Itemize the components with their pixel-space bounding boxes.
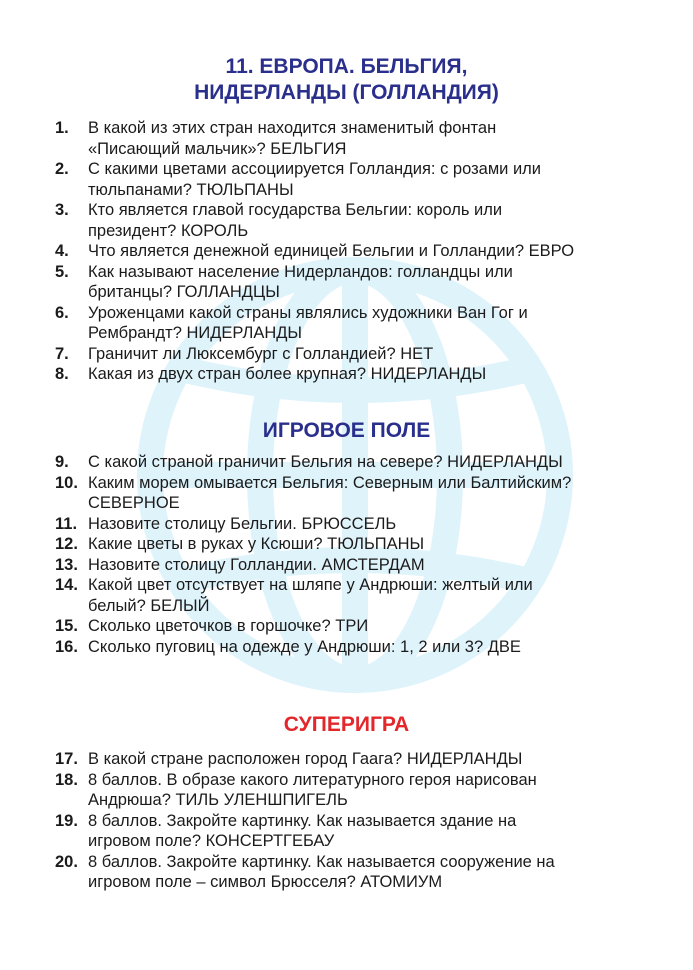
question-item: [0, 575, 693, 616]
question-number: 2.: [55, 160, 69, 178]
question-item: [0, 364, 693, 385]
question-text: В какой из этих стран находится знаменитый фонтан: [88, 119, 497, 137]
question-item: [0, 555, 693, 576]
question-text: СЕВЕРНОЕ: [88, 494, 180, 512]
question-item: [0, 344, 693, 365]
question-text: «Писающий мальчик»? БЕЛЬГИЯ: [88, 139, 347, 158]
question-text: тюльпанами? ТЮЛЬПАНЫ: [88, 180, 294, 199]
question-item: [0, 637, 693, 658]
question-text: Граничит ли Люксембург с Голландией? НЕТ: [88, 344, 434, 363]
question-item: [0, 159, 693, 200]
question-item: [0, 616, 693, 637]
question-number: 19.: [55, 811, 78, 830]
question-text: Какой цвет отсутствует на шляпе у Андрюши: желтый или: [88, 576, 533, 594]
question-text: Сколько цветочков в горшочке? ТРИ: [88, 617, 369, 635]
question-number: 6.: [55, 303, 69, 322]
question-item: [0, 303, 693, 344]
question-text: Рембрандт? НИДЕРЛАНДЫ: [88, 324, 303, 342]
question-text: Назовите столицу Бельгии. БРЮССЕЛЬ: [88, 514, 397, 533]
question-item: [0, 262, 693, 303]
question-text: игровом поле – символ Брюсселя? АТОМИУМ: [88, 873, 443, 891]
question-item: [0, 473, 693, 514]
question-number: 8.: [55, 365, 69, 383]
page-title-line-2: НИДЕРЛАНДЫ (ГОЛЛАНДИЯ): [194, 81, 499, 104]
question-text: Уроженцами какой страны являлись художники Ван Гог и: [88, 303, 528, 322]
page-title-line-1: 11. ЕВРОПА. БЕЛЬГИЯ,: [225, 55, 468, 78]
question-item: [0, 534, 693, 555]
question-item: [0, 452, 693, 473]
question-text: Назовите столицу Голландии. АМСТЕРДАМ: [88, 555, 425, 574]
question-item: [0, 514, 693, 535]
question-number: 14.: [55, 576, 78, 594]
question-number: 15.: [55, 617, 78, 635]
question-number: 7.: [55, 344, 69, 363]
question-item: [0, 811, 693, 852]
question-number: 5.: [55, 262, 69, 281]
question-number: 1.: [55, 119, 69, 137]
question-text: С какими цветами ассоциируется Голландия: с розами или: [88, 160, 542, 178]
question-number: 13.: [55, 555, 78, 574]
question-text: Каким морем омывается Бельгия: Северным или Балтийским?: [88, 473, 572, 492]
question-number: 16.: [55, 637, 78, 656]
question-number: 3.: [55, 201, 69, 219]
question-number: 12.: [55, 535, 78, 553]
question-text: Что является денежной единицей Бельгии и Голландии? ЕВРО: [88, 242, 575, 260]
question-item: [0, 241, 693, 262]
question-text: Как называют население Нидерландов: голландцы или: [88, 262, 513, 281]
question-item: [0, 852, 693, 893]
question-text: Какая из двух стран более крупная? НИДЕРЛАНДЫ: [88, 365, 487, 383]
question-text: Какие цветы в руках у Ксюши? ТЮЛЬПАНЫ: [88, 535, 425, 553]
question-item: [0, 118, 693, 159]
question-number: 17.: [55, 750, 78, 768]
question-number: 10.: [55, 473, 78, 492]
question-text: 8 баллов. Закройте картинку. Как называется здание на: [88, 811, 517, 830]
questions-list-game-field: [0, 452, 693, 657]
question-number: 20.: [55, 852, 78, 871]
questions-list-supergame: [0, 749, 693, 893]
question-item: [0, 749, 693, 770]
question-number: 18.: [55, 770, 78, 789]
question-text: Андрюша? ТИЛЬ УЛЕНШПИГЕЛЬ: [88, 791, 348, 809]
question-number: 9.: [55, 453, 69, 471]
question-text: игровом поле? КОНСЕРТГЕБАУ: [88, 832, 335, 850]
question-number: 4.: [55, 242, 69, 260]
section-heading-game-field: ИГРОВОЕ ПОЛЕ: [262, 419, 431, 442]
page-title: [0, 54, 693, 106]
question-text: британцы? ГОЛЛАНДЦЫ: [88, 283, 280, 301]
question-text: 8 баллов. Закройте картинку. Как называется сооружение на: [88, 852, 555, 871]
question-number: 11.: [55, 514, 78, 533]
question-item: [0, 770, 693, 811]
section-heading-supergame: СУПЕРИГРА: [283, 713, 410, 736]
question-text: Кто является главой государства Бельгии: король или: [88, 201, 503, 219]
question-text: белый? БЕЛЫЙ: [88, 596, 210, 615]
questions-list-general: [0, 118, 693, 385]
question-text: 8 баллов. В образе какого литературного героя нарисован: [88, 770, 537, 789]
question-text: С какой страной граничит Бельгия на севере? НИДЕРЛАНДЫ: [88, 453, 563, 471]
question-item: [0, 200, 693, 241]
question-text: Сколько пуговиц на одежде у Андрюши: 1, 2 или 3? ДВЕ: [88, 637, 521, 656]
question-text: президент? КОРОЛЬ: [88, 221, 249, 240]
question-text: В какой стране расположен город Гаага? НИДЕРЛАНДЫ: [88, 750, 523, 768]
